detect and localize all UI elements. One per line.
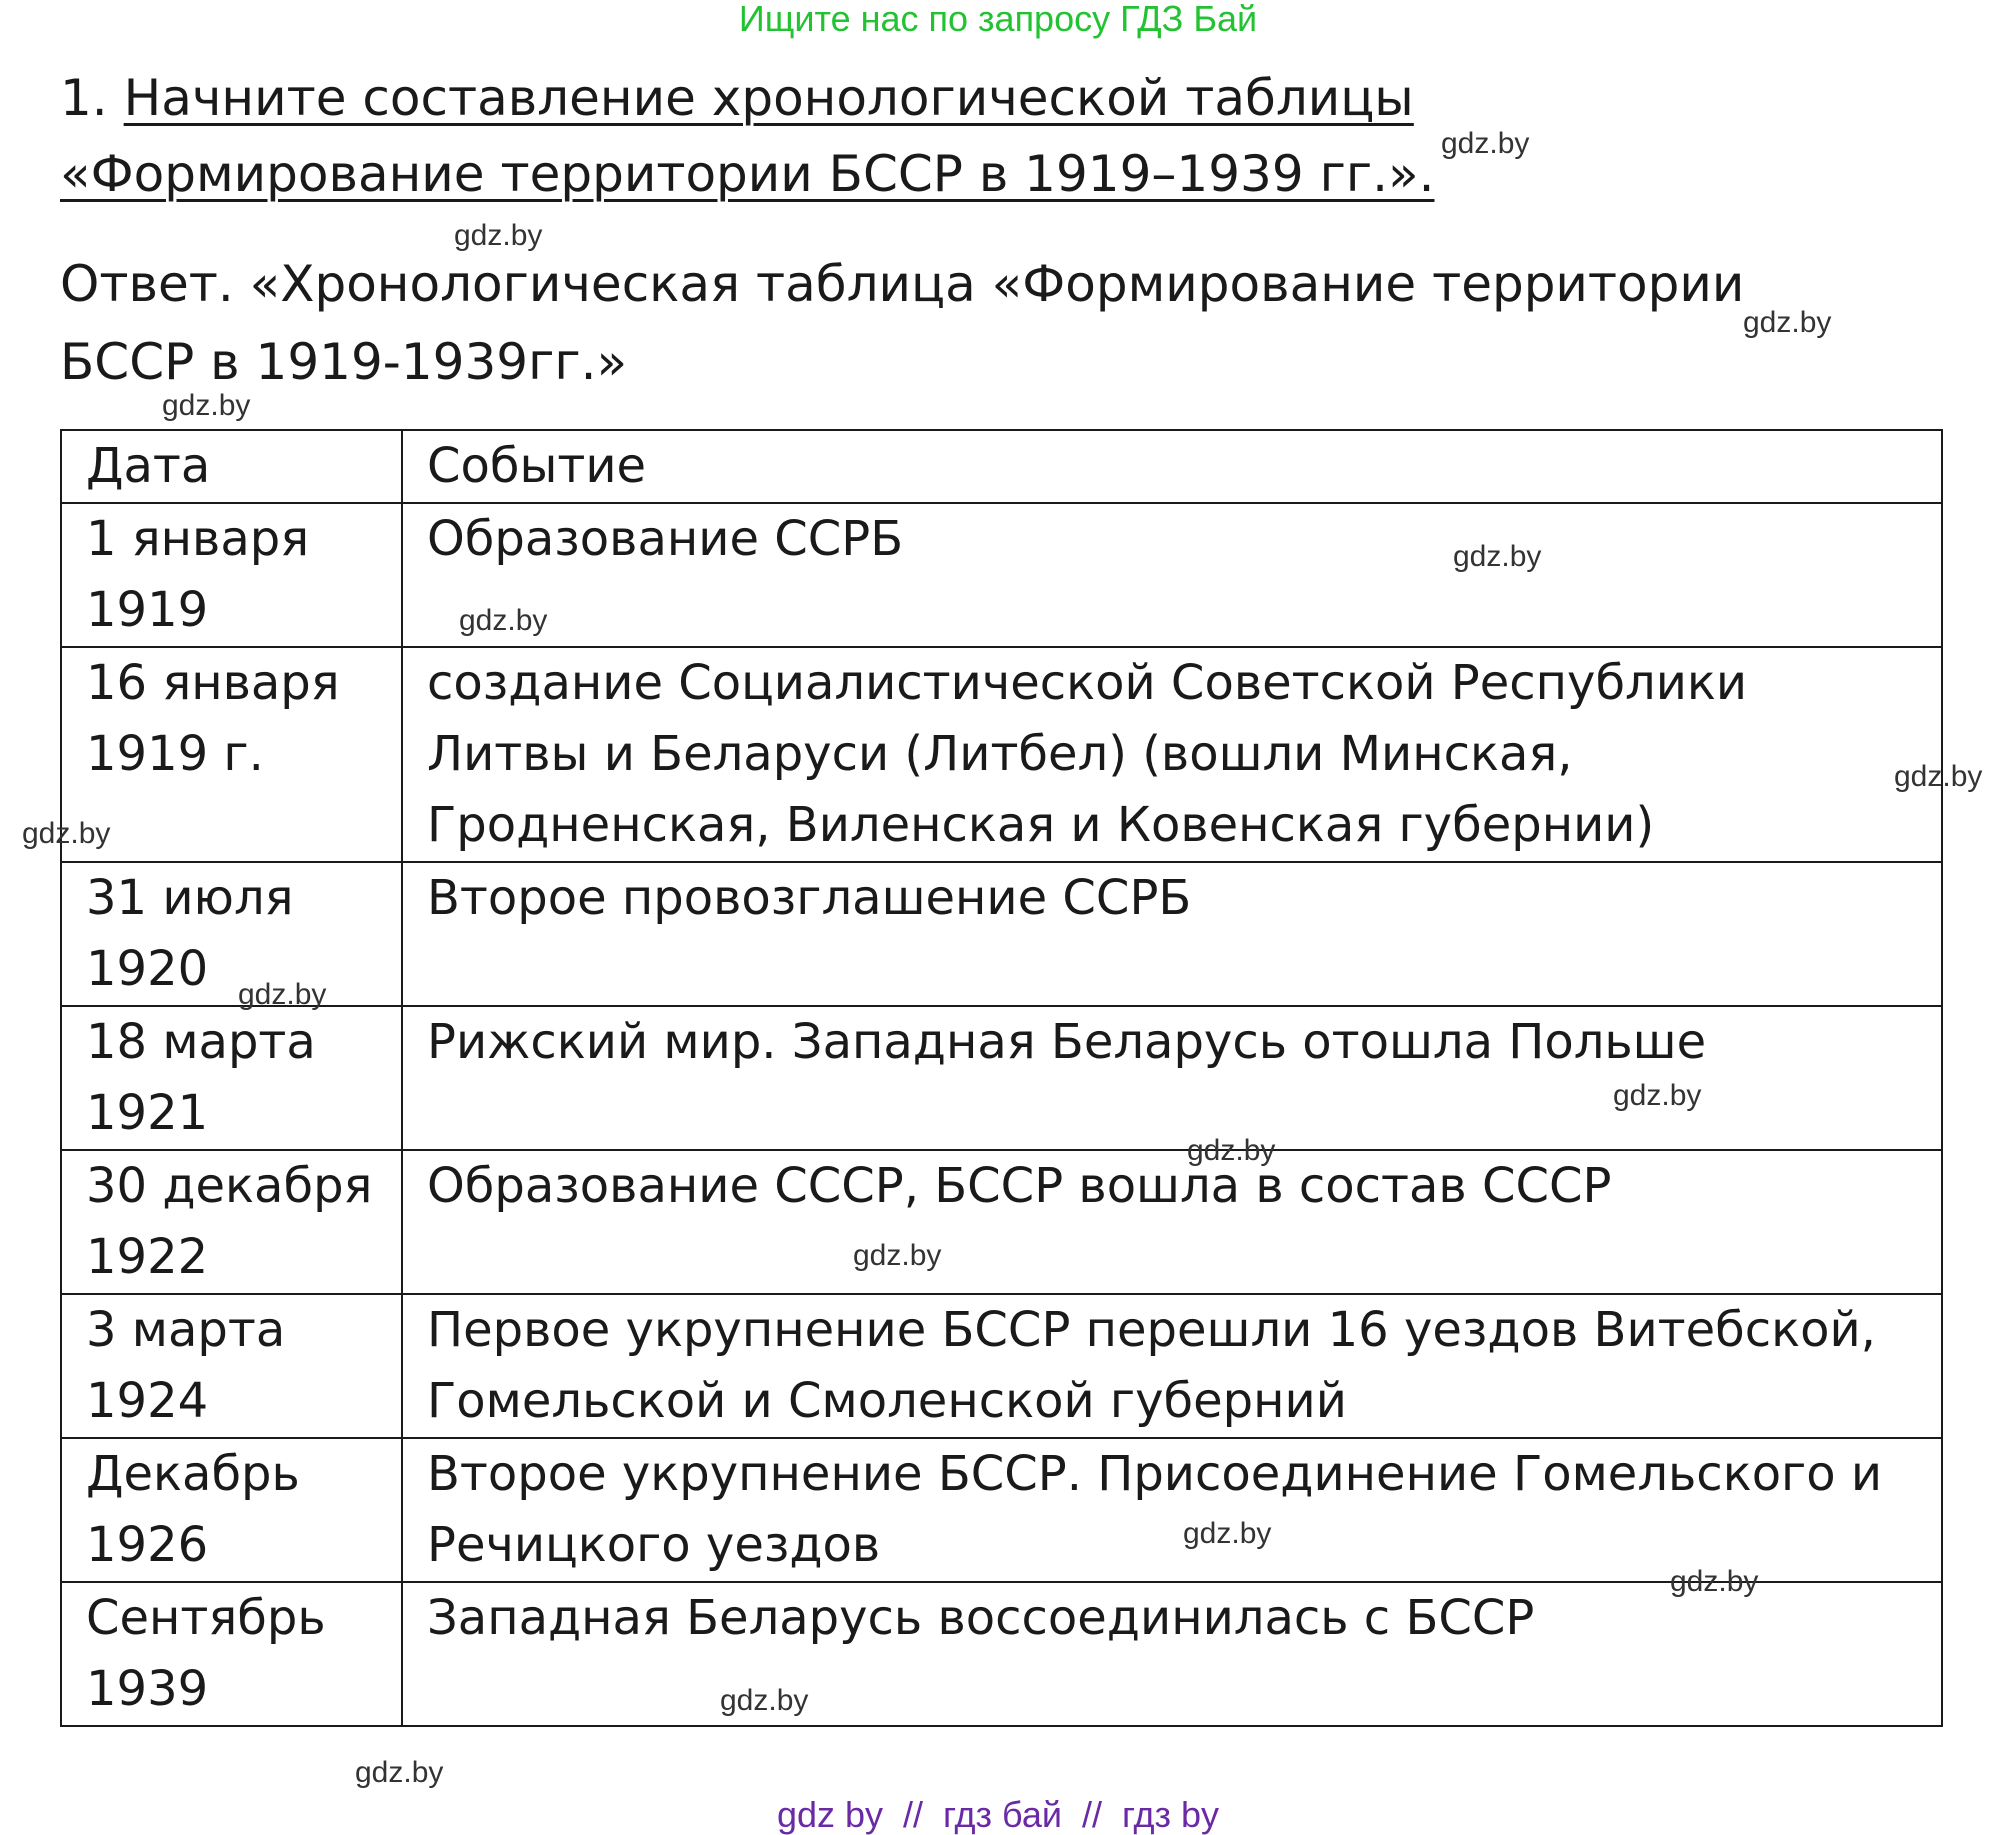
row-date: 18 марта 1921	[61, 1006, 402, 1150]
row-event: Второе провозглашение ССРБ	[402, 862, 1942, 1006]
footer-links: gdz by // гдз бай // гдз by	[776, 1794, 1220, 1835]
table-row	[61, 647, 1942, 862]
row-date: 1 января 1919	[61, 503, 402, 647]
table-row	[61, 1294, 1942, 1438]
row-date: 31 июля 1920	[61, 862, 402, 1006]
row-event: Западная Беларусь воссоединилась с БССР	[402, 1582, 1942, 1726]
watermark: gdz.by	[720, 1684, 809, 1717]
watermark: gdz.by	[22, 817, 111, 850]
watermark: gdz.by	[853, 1239, 942, 1272]
watermark: gdz.by	[459, 604, 548, 637]
watermark: gdz.by	[1894, 760, 1983, 793]
promo-banner: Ищите нас по запросу ГДЗ Бай	[738, 0, 1258, 39]
table-row	[61, 1582, 1942, 1726]
row-event: Рижский мир. Западная Беларусь отошла Польше	[402, 1006, 1942, 1150]
table-header-row	[61, 430, 1942, 503]
watermark: gdz.by	[1743, 306, 1832, 339]
watermark: gdz.by	[454, 219, 543, 252]
table-row	[61, 1006, 1942, 1150]
watermark: gdz.by	[162, 389, 251, 422]
table-row	[61, 862, 1942, 1006]
row-date: 30 декабря 1922	[61, 1150, 402, 1294]
header-event: Событие	[402, 430, 1942, 503]
table-row	[61, 1150, 1942, 1294]
answer-text: Ответ. «Хронологическая таблица «Формирование территории БССР в 1919-1939гг.»	[60, 255, 1745, 391]
row-event: Образование СССР, БССР вошла в состав СССР	[402, 1150, 1942, 1294]
task-heading	[60, 60, 1800, 212]
task-number: 1.	[60, 69, 108, 127]
row-date: Декабрь 1926	[61, 1438, 402, 1582]
watermark: gdz.by	[1670, 1565, 1759, 1598]
row-date: 16 января 1919 г.	[61, 647, 402, 862]
row-date: Сентябрь 1939	[61, 1582, 402, 1726]
row-event: Второе укрупнение БССР. Присоединение Гомельского и Речицкого уездов	[402, 1438, 1942, 1582]
watermark: gdz.by	[1183, 1517, 1272, 1550]
table-row	[61, 503, 1942, 647]
task-title: Начните составление хронологической таблицы «Формирование территории БССР в 1919–1939 гг.».	[60, 69, 1435, 203]
watermark: gdz.by	[1187, 1134, 1276, 1167]
chronological-table	[60, 429, 1943, 1727]
watermark: gdz.by	[355, 1756, 444, 1789]
row-event: создание Социалистической Советской Республики Литвы и Беларуси (Литбел) (вошли Минская, Гродненская, Виленская и Ковенская губернии)	[402, 647, 1942, 862]
row-event: Первое укрупнение БССР перешли 16 уездов Витебской, Гомельской и Смоленской губерний	[402, 1294, 1942, 1438]
table-row	[61, 1438, 1942, 1582]
row-date: 3 марта 1924	[61, 1294, 402, 1438]
watermark: gdz.by	[1613, 1079, 1702, 1112]
row-event: Образование ССРБ	[402, 503, 1942, 647]
header-date: Дата	[61, 430, 402, 503]
watermark: gdz.by	[1453, 540, 1542, 573]
watermark: gdz.by	[1441, 127, 1530, 160]
watermark: gdz.by	[238, 978, 327, 1011]
